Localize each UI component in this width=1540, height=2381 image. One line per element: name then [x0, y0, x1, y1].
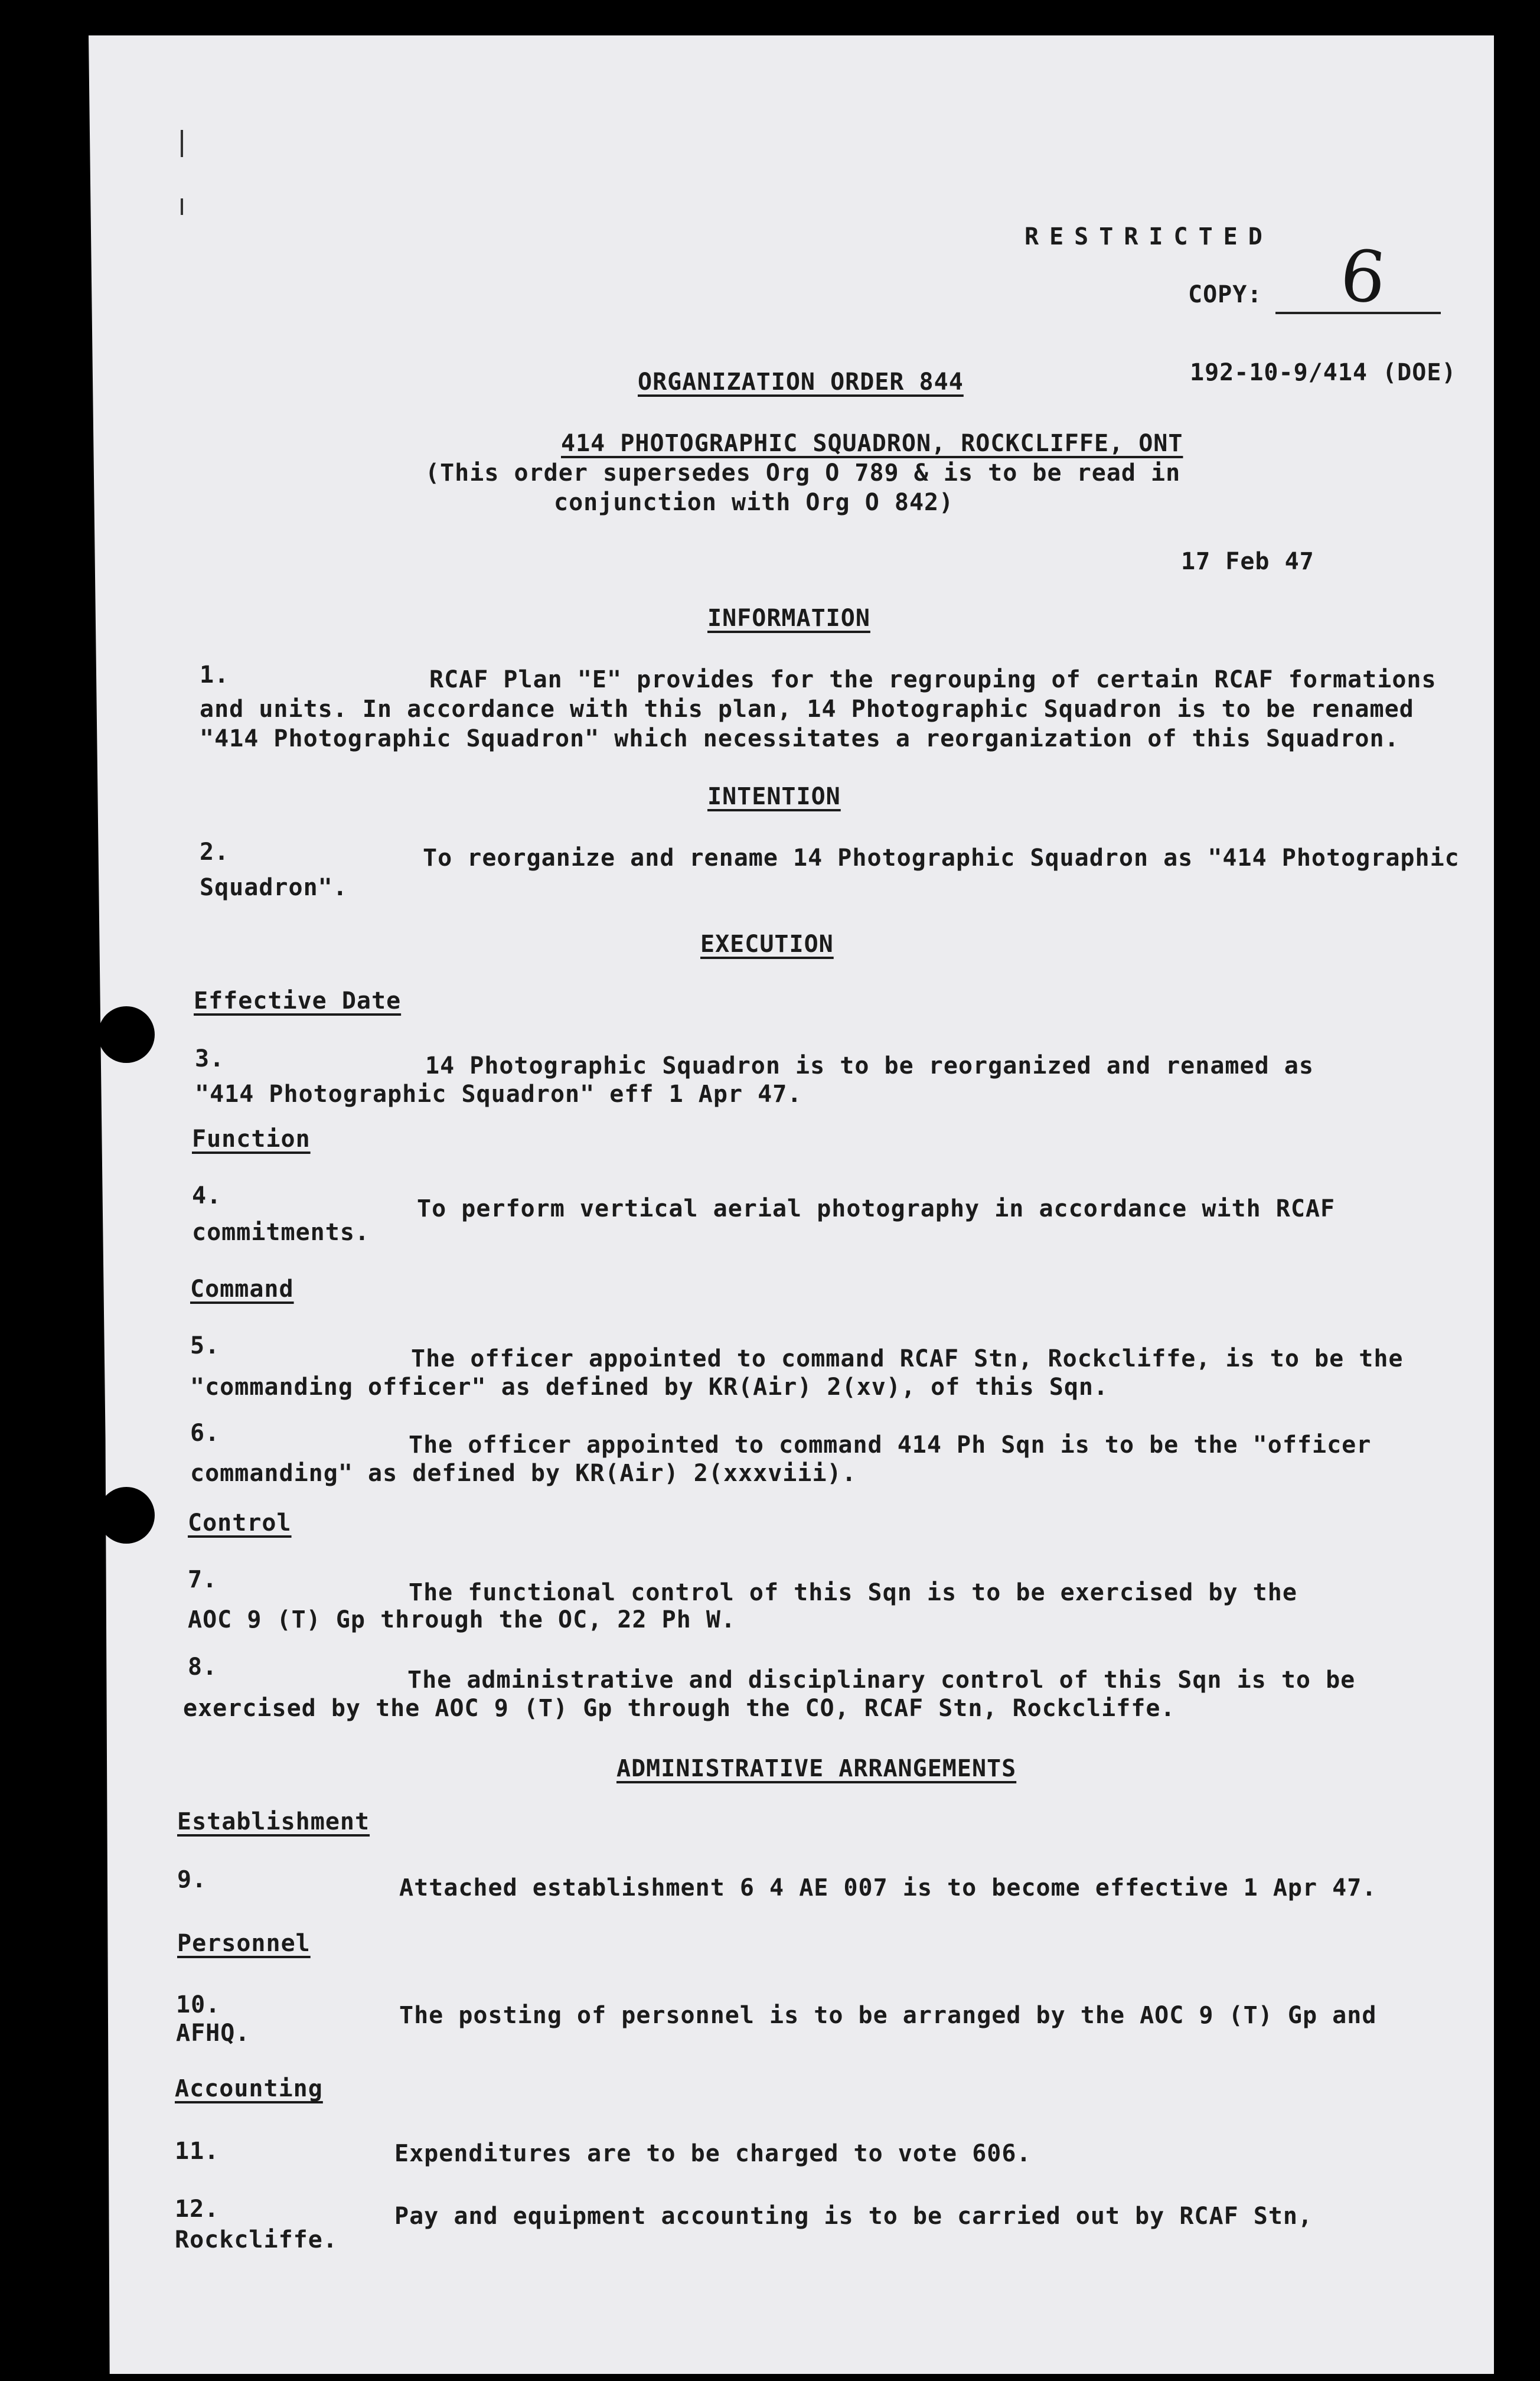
subheading-effective-date: Effective Date — [194, 987, 402, 1015]
margin-mark — [181, 130, 183, 157]
para-number: 5. — [190, 1332, 220, 1359]
para-text: RCAF Plan "E" provides for the regrouping of certain RCAF formations — [429, 666, 1437, 693]
para-number: 3. — [195, 1045, 225, 1072]
para-text: The functional control of this Sqn is to be exercised by the — [409, 1579, 1297, 1606]
subheading-command: Command — [190, 1276, 294, 1303]
para-text: AOC 9 (T) Gp through the OC, 22 Ph W. — [188, 1606, 736, 1633]
para-text: exercised by the AOC 9 (T) Gp through the CO, RCAF Stn, Rockcliffe. — [183, 1695, 1176, 1722]
para-number: 10. — [176, 1991, 221, 2018]
para-text: Rockcliffe. — [175, 2226, 338, 2253]
para-number: 2. — [200, 839, 230, 866]
section-heading-execution: EXECUTION — [700, 931, 834, 958]
para-text: "414 Photographic Squadron" eff 1 Apr 47. — [195, 1081, 802, 1108]
para-text: The posting of personnel is to be arranged by the AOC 9 (T) Gp and — [399, 2002, 1377, 2029]
para-text: To perform vertical aerial photography in accordance with RCAF — [417, 1195, 1336, 1222]
copy-label: COPY: — [1188, 281, 1262, 308]
para-text: Squadron". — [200, 874, 348, 901]
subheading-accounting: Accounting — [175, 2075, 323, 2102]
section-heading-intention: INTENTION — [707, 783, 841, 810]
para-text: Attached establishment 6 4 AE 007 is to become effective 1 Apr 47. — [399, 1874, 1377, 1901]
order-title: ORGANIZATION ORDER 844 — [638, 368, 964, 396]
subheading-control: Control — [188, 1509, 292, 1537]
para-number: 1. — [200, 661, 230, 689]
para-text: 14 Photographic Squadron is to be reorganized and renamed as — [425, 1052, 1314, 1079]
para-number: 6. — [190, 1420, 220, 1447]
order-note-line1: (This order supersedes Org O 789 & is to be read in — [425, 459, 1181, 487]
punch-hole-bottom — [98, 1487, 155, 1544]
subheading-function: Function — [192, 1126, 311, 1153]
para-number: 11. — [175, 2138, 220, 2165]
punch-hole-top — [98, 1006, 155, 1063]
file-reference: 192-10-9/414 (DOE) — [1190, 359, 1457, 386]
para-text: Expenditures are to be charged to vote 606. — [394, 2140, 1032, 2167]
order-note-line2: conjunction with Org O 842) — [554, 489, 954, 516]
para-number: 7. — [188, 1566, 218, 1593]
order-date: 17 Feb 47 — [1181, 548, 1314, 575]
para-text: "commanding officer" as defined by KR(Air) 2(xv), of this Sqn. — [190, 1374, 1109, 1401]
para-number: 12. — [175, 2196, 220, 2223]
order-subtitle: 414 PHOTOGRAPHIC SQUADRON, ROCKCLIFFE, ONT — [561, 430, 1183, 457]
para-text: commanding" as defined by KR(Air) 2(xxxviii). — [190, 1460, 857, 1487]
para-text: The officer appointed to command RCAF Stn, Rockcliffe, is to be the — [411, 1345, 1404, 1372]
para-number: 8. — [188, 1653, 218, 1681]
para-text: "414 Photographic Squadron" which necessitates a reorganization of this Squadron. — [200, 725, 1399, 752]
para-text: The officer appointed to command 414 Ph Sqn is to be the "officer — [409, 1431, 1372, 1459]
margin-mark — [181, 198, 183, 215]
para-number: 4. — [192, 1182, 222, 1209]
section-heading-admin: ADMINISTRATIVE ARRANGEMENTS — [616, 1755, 1017, 1782]
para-text: and units. In accordance with this plan, 14 Photographic Squadron is to be renamed — [200, 696, 1414, 723]
para-text: To reorganize and rename 14 Photographic Squadron as "414 Photographic — [423, 844, 1460, 872]
para-text: The administrative and disciplinary control of this Sqn is to be — [407, 1666, 1356, 1694]
para-number: 9. — [177, 1866, 207, 1893]
subheading-establishment: Establishment — [177, 1808, 370, 1835]
section-heading-information: INFORMATION — [707, 605, 870, 632]
para-text: commitments. — [192, 1219, 370, 1246]
subheading-personnel: Personnel — [177, 1930, 311, 1957]
copy-number: 6 — [1336, 234, 1390, 321]
classification-label: RESTRICTED — [1025, 223, 1273, 250]
para-text: AFHQ. — [176, 2020, 250, 2047]
para-text: Pay and equipment accounting is to be carried out by RCAF Stn, — [394, 2203, 1313, 2230]
